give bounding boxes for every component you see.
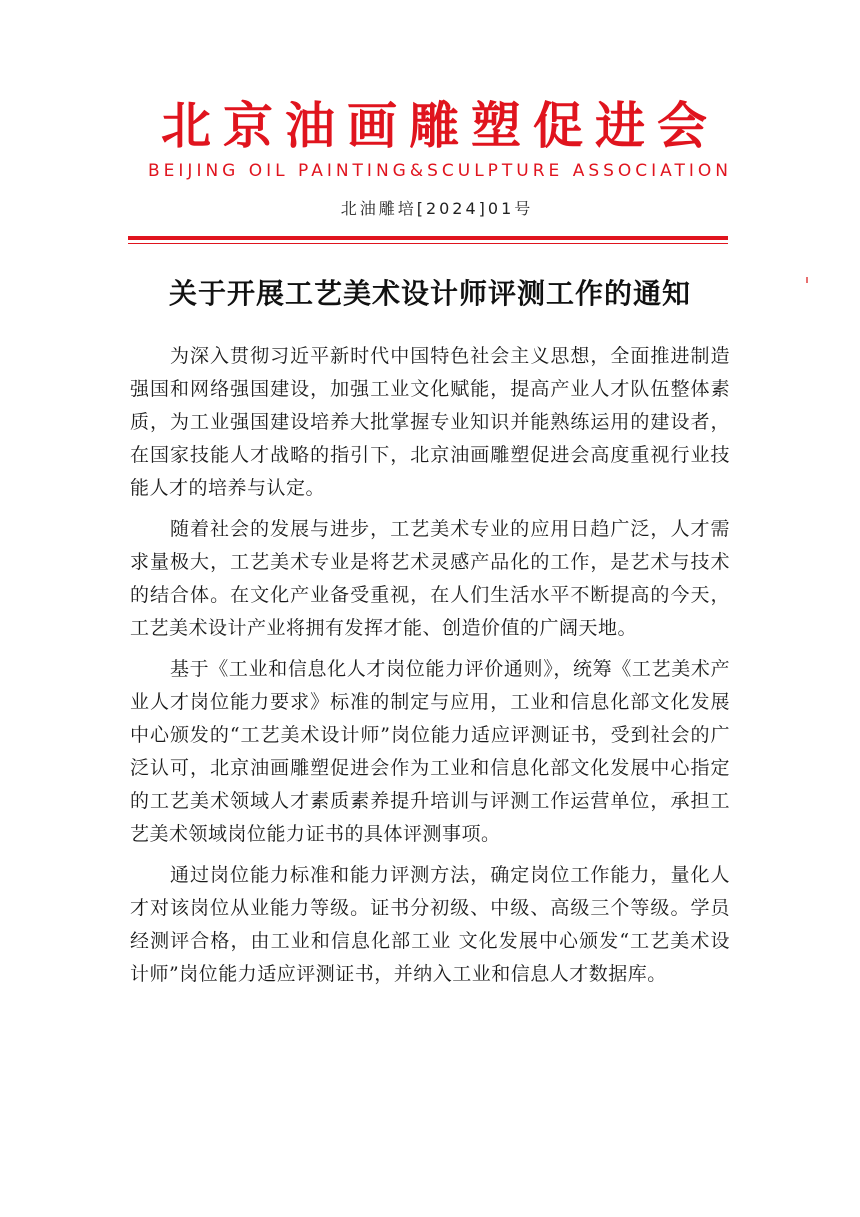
organization-name-chinese: 北京油画雕塑促进会 xyxy=(161,96,719,155)
notice-body xyxy=(130,340,730,991)
paragraph-1: 为深入贯彻习近平新时代中国特色社会主义思想，全面推进制造强国和网络强国建设，加强工业文化赋能，提高产业人才队伍整体素质，为工业强国建设培养大批掌握专业知识并能熟练运用的建设者，在国家技能人才战略的指引下，北京油画雕塑促进会高度重视行业技能人才的培养与认定。 xyxy=(130,345,730,499)
paragraph-3: 基于《工业和信息化人才岗位能力评价通则》，统筹《工艺美术产业人才岗位能力要求》标准的制定与应用，工业和信息化部文化发展中心颁发的“工艺美术设计师”岗位能力适应评测证书，受到社会的广泛认可，北京油画雕塑促进会作为工业和信息化部文化发展中心指定的工艺美术领域人才素质素养提升培训与评测工作运营单位，承担工艺美术领域岗位能力证书的具体评测事项。 xyxy=(130,658,730,845)
paragraph-4: 通过岗位能力标准和能力评测方法，确定岗位工作能力，量化人才对该岗位从业能力等级。证书分初级、中级、高级三个等级。学员经测评合格，由工业和信息化部工业 文化发展中心颁发“工艺美术设计师”岗位能力适应评测证书，并纳入工业和信息人才数据库。 xyxy=(130,864,730,985)
document-number: 北油雕培[2024]01号 xyxy=(340,199,534,218)
header-divider-thin xyxy=(128,243,728,244)
notice-title: 关于开展工艺美术设计师评测工作的通知 xyxy=(168,277,691,310)
paragraph-2: 随着社会的发展与进步，工艺美术专业的应用日趋广泛，人才需求量极大，工艺美术专业是将艺术灵感产品化的工作，是艺术与技术的结合体。在文化产业备受重视，在人们生活水平不断提高的今天，工艺美术设计产业将拥有发挥才能、创造价值的广阔天地。 xyxy=(130,518,730,639)
organization-name-english: BEIJING OIL PAINTING&SCULPTURE ASSOCIATION xyxy=(148,161,732,181)
header-divider-thick xyxy=(128,236,728,240)
